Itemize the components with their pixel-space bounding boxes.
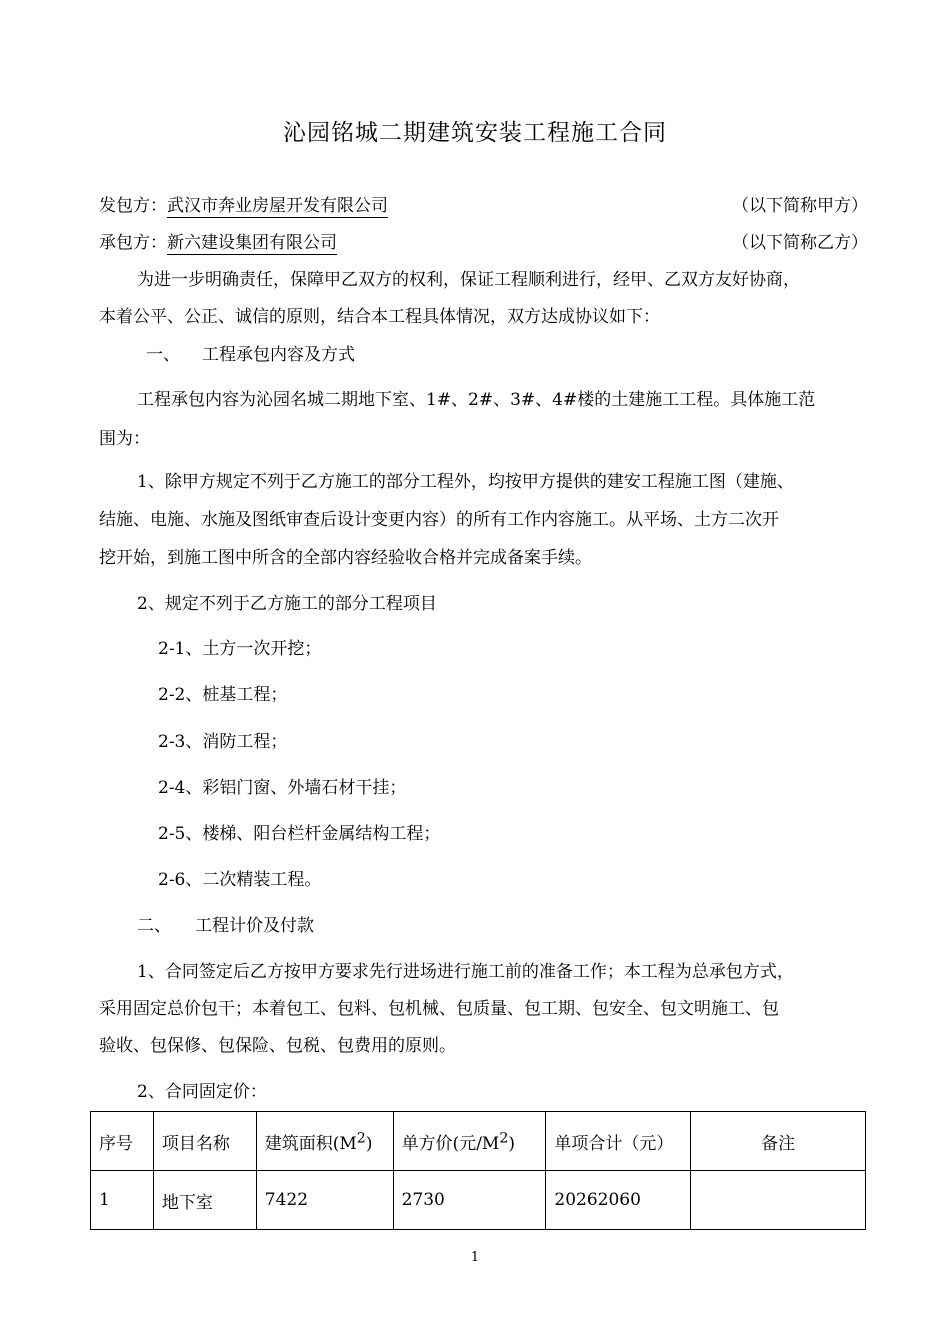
party-a-line <box>99 191 388 216</box>
intro-line-1: 为进一步明确责任，保障甲乙双方的权利，保证工程顺利进行，经甲、乙双方友好协商， <box>137 270 800 290</box>
section-1-number: 一、 <box>146 345 180 365</box>
party-a-note: （以下简称甲方） <box>732 196 868 216</box>
cell-no: 1 <box>91 1171 154 1230</box>
header-area-unit-exponent: 2 <box>356 1129 366 1146</box>
party-b-name: 新六建设集团有限公司 <box>167 233 337 253</box>
header-unit-price-text: 单方价(元/M <box>401 1133 500 1154</box>
sub-item-2-4: 2-4、彩铝门窗、外墙石材干挂； <box>158 778 407 798</box>
table-header-row <box>91 1112 866 1171</box>
section-2-item-1-line-1: 1、合同签定后乙方按甲方要求先行进场进行施工前的准备工作；本工程为总承包方式， <box>137 962 794 982</box>
header-area-text: 建筑面积(M <box>264 1133 357 1154</box>
header-unit-price-close: ) <box>508 1133 515 1154</box>
party-b-line <box>99 228 337 253</box>
party-b-label: 承包方： <box>99 233 167 253</box>
header-unit-price <box>393 1112 546 1171</box>
header-total: 单项合计（元） <box>546 1112 691 1171</box>
document-title: 沁园铭城二期建筑安装工程施工合同 <box>283 120 667 146</box>
section-2-item-2: 2、合同固定价： <box>137 1082 267 1102</box>
price-table <box>90 1111 866 1230</box>
cell-unit-price: 2730 <box>393 1171 546 1230</box>
section-2-item-1-line-2: 采用固定总价包干；本着包工、包料、包机械、包质量、包工期、包安全、包文明施工、包 <box>99 999 779 1019</box>
section-1-heading: 工程承包内容及方式 <box>202 345 355 365</box>
sub-item-2-3: 2-3、消防工程； <box>158 732 288 752</box>
item-1-line-3: 挖开始，到施工图中所含的全部内容经验收合格并完成备案手续。 <box>99 548 592 568</box>
cell-name: 地下室 <box>153 1171 256 1230</box>
header-no: 序号 <box>91 1112 154 1171</box>
header-area <box>256 1112 393 1171</box>
section-1-para-line-2: 围为： <box>99 429 150 449</box>
sub-item-2-5: 2-5、楼梯、阳台栏杆金属结构工程； <box>158 824 441 844</box>
intro-line-2: 本着公平、公正、诚信的原则，结合本工程具体情况，双方达成协议如下： <box>99 307 660 327</box>
section-2-heading: 工程计价及付款 <box>195 916 314 936</box>
header-name: 项目名称 <box>153 1112 256 1171</box>
section-1-para-line-1: 工程承包内容为沁园名城二期地下室、1#、2#、3#、4#楼的土建施工工程。具体施工范 <box>137 390 816 410</box>
header-area-close: ) <box>365 1133 373 1154</box>
sub-item-2-1: 2-1、土方一次开挖； <box>158 639 322 659</box>
item-1-line-1: 1、除甲方规定不列于乙方施工的部分工程外，均按甲方提供的建安工程施工图（建施、 <box>137 472 794 492</box>
table-row <box>91 1171 866 1230</box>
item-1-line-2: 结施、电施、水施及图纸审查后设计变更内容）的所有工作内容施工。从平场、土方二次开 <box>99 510 779 530</box>
sub-item-2-2: 2-2、桩基工程； <box>158 685 288 705</box>
party-b-note: （以下简称乙方） <box>732 233 868 253</box>
party-a-name: 武汉市奔业房屋开发有限公司 <box>167 196 388 216</box>
cell-total: 20262060 <box>546 1171 691 1230</box>
cell-area: 7422 <box>256 1171 393 1230</box>
section-2-item-1-line-3: 验收、包保修、包保险、包税、包费用的原则。 <box>99 1036 456 1056</box>
party-a-label: 发包方： <box>99 196 167 216</box>
page-number: 1 <box>470 1250 480 1265</box>
cell-note <box>691 1171 866 1230</box>
header-unit-price-unit-exponent: 2 <box>499 1129 509 1146</box>
item-2: 2、规定不列于乙方施工的部分工程项目 <box>137 594 437 614</box>
section-2-number: 二、 <box>137 916 171 936</box>
sub-item-2-6: 2-6、二次精装工程。 <box>158 870 322 890</box>
header-note: 备注 <box>691 1112 866 1171</box>
